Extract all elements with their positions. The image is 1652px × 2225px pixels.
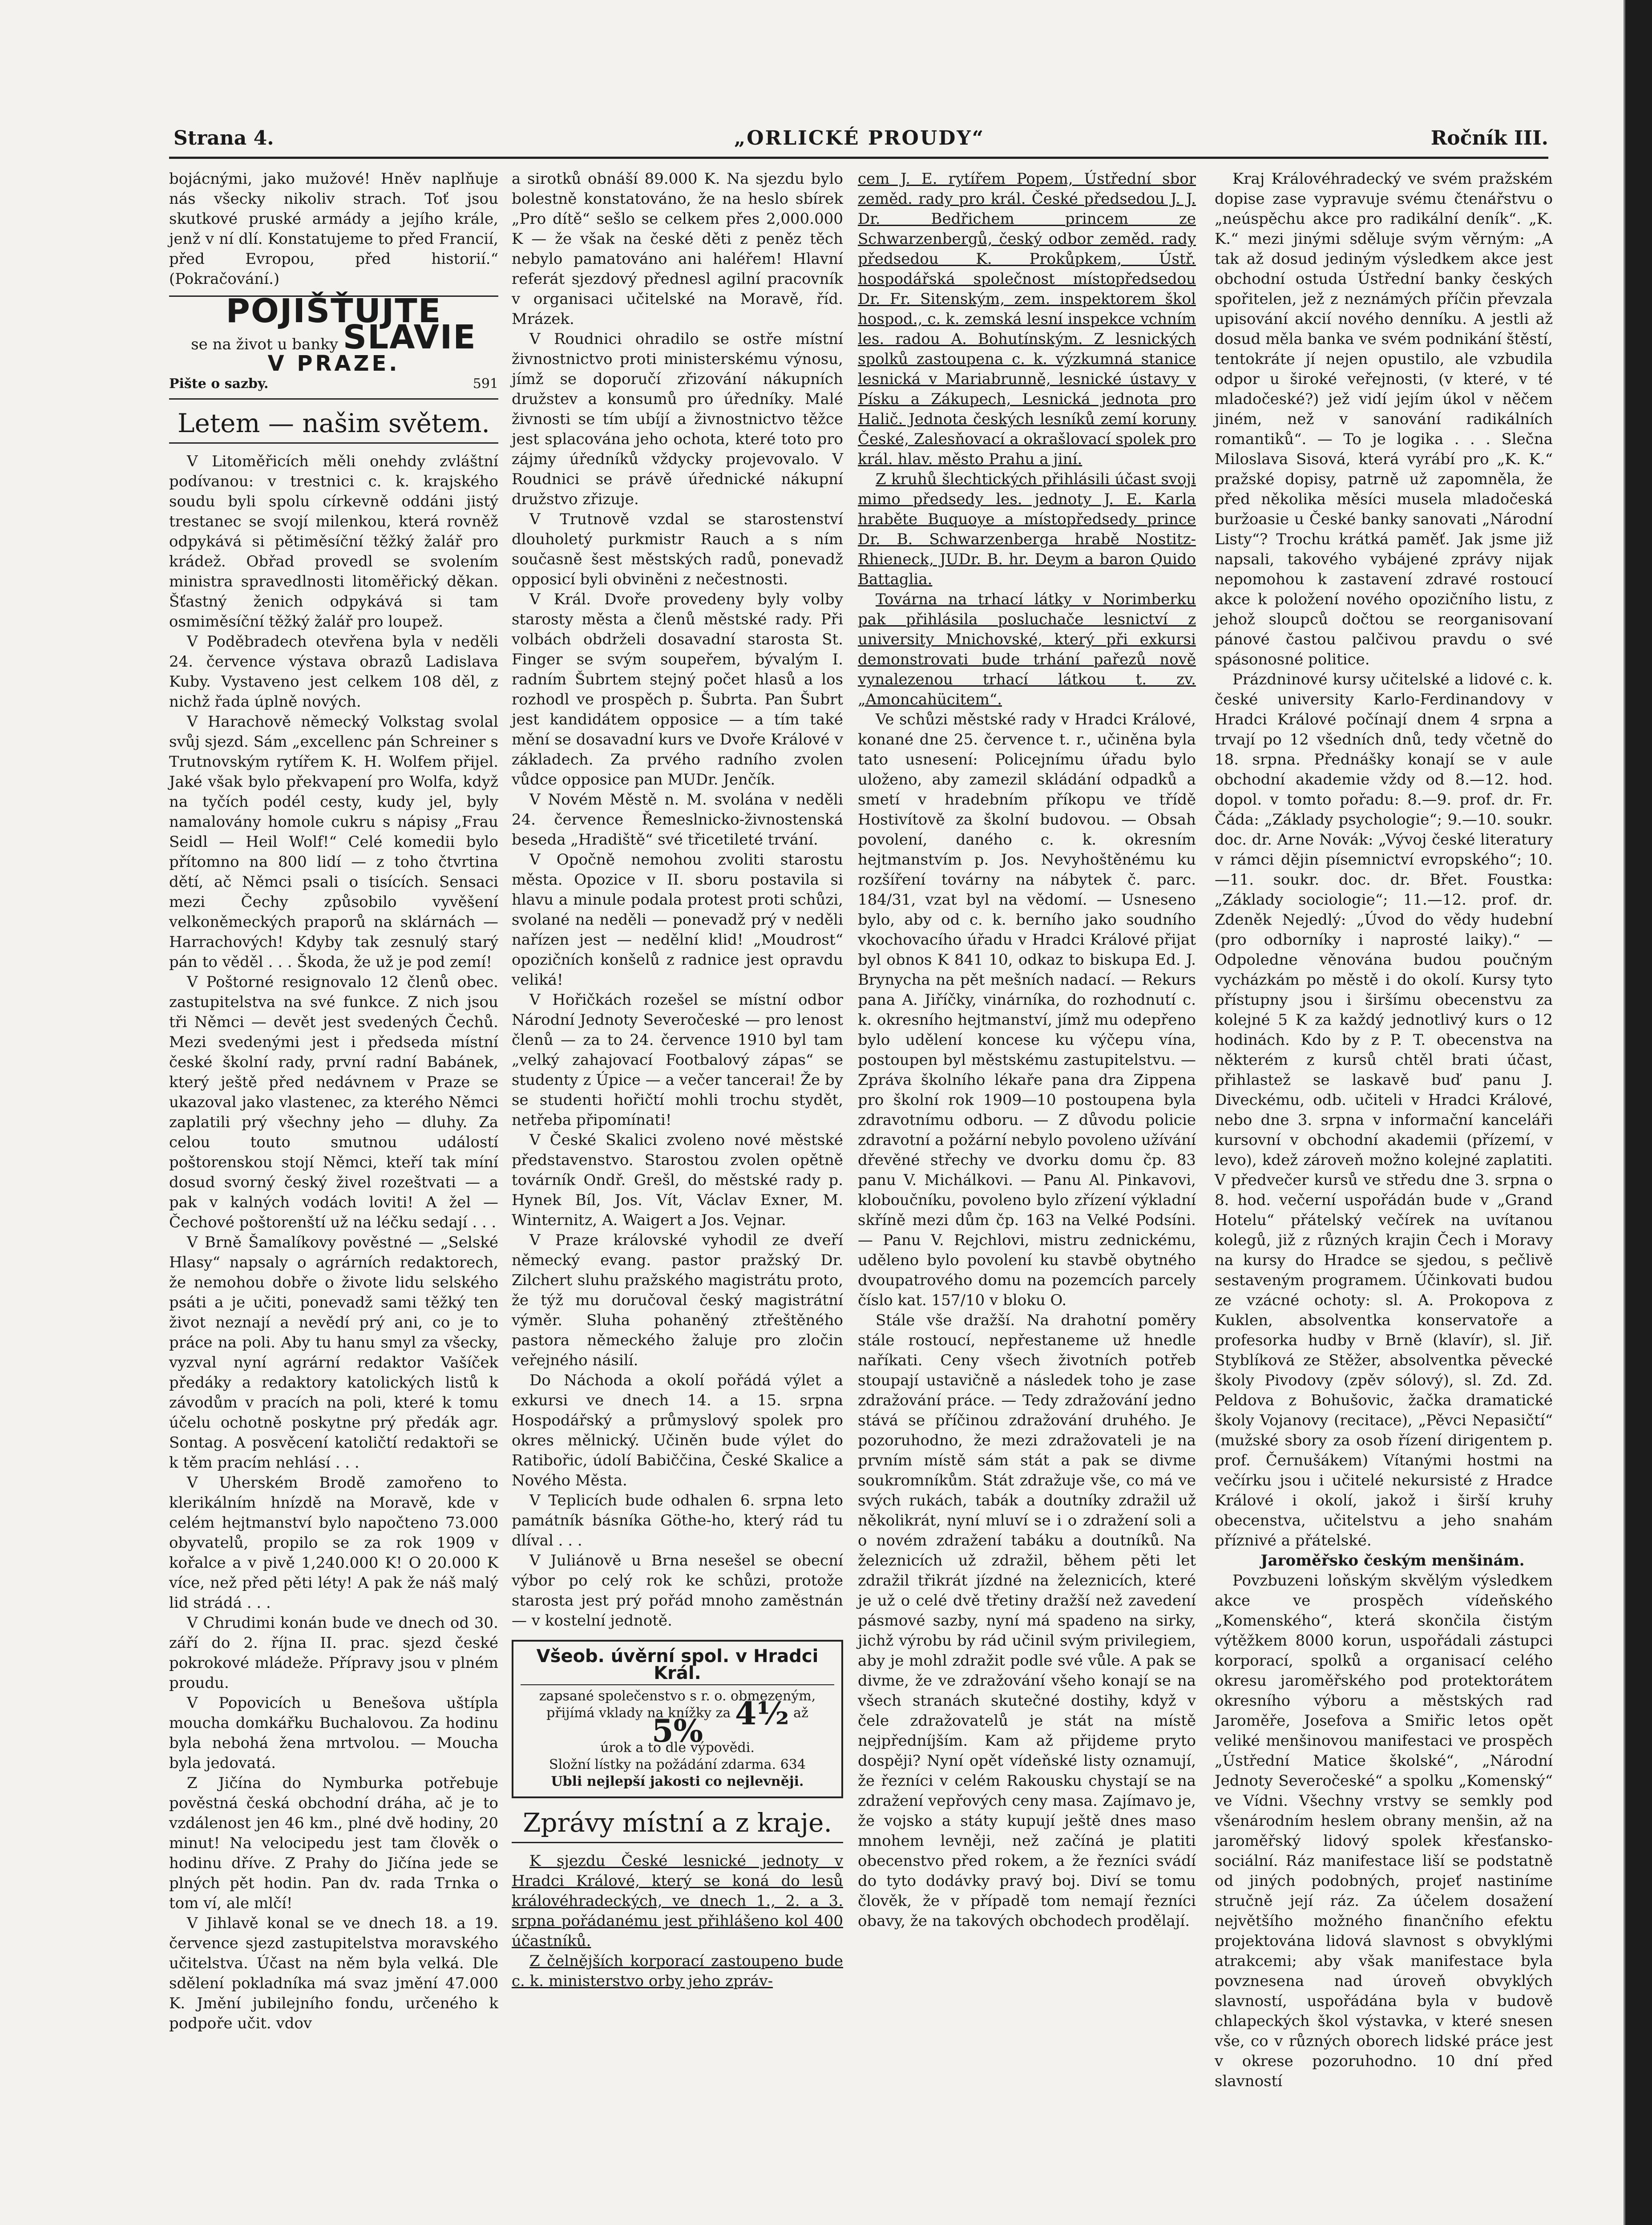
news-item: Z kruhů šlechtických přihlásili účast svoji mimo předsedy les. jednoty J. E. Karla hraběte Buquoye a místopředsedy prince Dr. B. Schwarzenberga hrabě Nostitz-Rhieneck, JUDr. B. hr. Deym a baron Quido Battaglia.	[858, 470, 1196, 588]
news-item: V Litoměřicích měli onehdy zvláštní podívanou: v trestnici c. k. krajského soudu byli spolu církevně oddáni jistý trestanec se svojí milenkou, která rovněž odpykává si pětiměsíční těžký žalář pro krádež. Obřad provedl se svolením ministra spravedlnosti litoměřický děkan. Šťastný ženich odpykává si tam osmiměsíční těžký žalář pro loupež.	[169, 453, 498, 631]
slavie-advertisement	[169, 292, 498, 400]
news-item: Továrna na trhací látky v Norimberku pak přihlásila posluchače lesnictví z university Mnichovské, který při exkursi demonstrovati bude trhání pařezů nově vynalezenou trhací látkou t. zv. „Amoncahücitem“.	[858, 591, 1196, 708]
column-2	[512, 169, 843, 1991]
bank-ad-line: přijímá vklady na knížky za	[546, 1705, 731, 1721]
bank-ad-title: Všeob. úvěrní spol. v Hradci Král.	[521, 1648, 834, 1685]
news-item: a sirotků obnáší 89.000 K. Na sjezdu bylo bolestně konstatováno, že na heslo sbírek „Pro dítě“ sešlo se celkem přes 2,000.000 K — že však na české děti z peněz těch nebylo pamatováno ani haléřem! Hlavní referát sjezdový přednesl agilní pracovník v organisaci učitelské na Moravě, říd. Mrázek.	[512, 170, 843, 328]
bank-ad-number: 634	[780, 1757, 806, 1772]
bank-ad-line: Složní lístky na požádání zdarma.	[549, 1757, 776, 1772]
news-item: Z Jičína do Nymburka potřebuje pověstná česká obchodní dráha, ač je to vzdálenost jen 46 km., plné dvě hodiny, 20 minut! Na velocipedu jest tam člověk o hodinu dříve. Z Prahy do Jičína jede se plných pět hodin. Pan dv. rada Trnka o tom ví, ale mlčí!	[169, 1774, 498, 1912]
page-number: Strana 4.	[174, 127, 274, 150]
news-item: V Poštorné resignovalo 12 členů obec. zastupitelstva na své funkce. Z nich jsou tři Němci — devět jest svedených Čechů. Mezi svedenými jest i předseda místní české školní rady, první radní Babánek, který ještě před nedávnem v Praze se ukazoval jako vlastenec, za kterého Němci zaplatili prý všechny jeho — dluhy. Za celou touto smutnou událostí poštorenskou stojí Němci, kteří tak míní dosud svorný český živel rozeštvati — a pak v kalných vodách loviti! A žel — Čechové poštorenští už na léčku sedají . . .	[169, 973, 498, 1231]
news-item: V Uherském Brodě zamořeno to klerikálním hnízdě na Moravě, kde v celém hejtmanství bylo napočteno 73.000 obyvatelů, propilo se za rok 1909 v kořalce a v pivě 1,240.000 K! O 20.000 K více, než před pěti léty! A pak že náš malý lid strádá . . .	[169, 1474, 498, 1612]
bank-ad-rate-high: 5%	[651, 1712, 703, 1749]
ad-city: V PRAZE.	[267, 351, 400, 376]
ad-headline: POJIŠŤUJTE	[226, 292, 442, 330]
ad-tagline: Pište o sazby.	[169, 376, 269, 392]
section-heading: Letem — našim světem.	[169, 408, 498, 444]
ad-brand: SLAVIE	[343, 318, 477, 356]
news-item: V České Skalici zvoleno nové městské představenstvo. Starostou zvolen opětně továrník Ondř. Grešl, do městské rady p. Hynek Bíl, Jos. Vít, Václav Exner, M. Winternitz, A. Waigert a Jos. Vejnar.	[512, 1131, 843, 1229]
news-item: V Hořičkách rozešel se místní odbor Národní Jednoty Severočeské — pro lenost členů — za to 24. července 1910 byl tam „velký zahajovací Footbalový zápas“ se studenty z Úpice — a večer tancerai! Že by se studenti hořičtí mohli trochu stydět, netřeba připomínati!	[512, 991, 843, 1129]
column-1	[169, 169, 498, 2034]
news-item: V Brně Šamalíkovy pověstné — „Selské Hlasy“ napsaly o agrárních redaktorech, že nemohou dobře o živote lidu selského psáti a je učiti, ponevadž sami těžký ten život neznají a nevědí prý ani, co je to práce na poli. Aby tu hanu smyl za všecky, vyzval nyní agrární redaktor Vašíček předáky a redaktory katolických listů k závodům v pracích na poli, které k tomu účelu ochotně poskytne prý předák agr. Sontag. A posvěcení katoličtí redaktoři se k těm pracím nehlásí . . .	[169, 1234, 498, 1472]
news-item: V Harachově německý Volkstag svolal svůj sjezd. Sám „excellenc pán Schreiner s Trutnovským rytířem K. H. Wolfem přijel. Jaké však bylo překvapení pro Wolfa, když na tyčích podél cesty, kudy jel, byly namalovány homole cukru s nápisy „Frau Seidl — Heil Wolf!“ Celé komedii bylo přítomno na 800 lidí — z toho čtvrtina dětí, ač Němci psali o tisících. Sensaci mezi Čechy způsobilo vyvěšení velkoněmeckých praporů na sklárnách — Harrachových! Kdyby tak zesnulý starý pán to věděl . . . Škoda, že už je pod zemí!	[169, 713, 498, 971]
news-item: Povzbuzeni loňským skvělým výsledkem akce ve prospěch vídeňského „Komenského“, která skončila čistým výtěžkem 8000 korun, uspořádali zástupci korporací, spolků a organisací celého okresu jaroměřského pod protektorátem okresního výboru a městských rad Jaroměře, Josefova a Smiřic letos opět veliké menšinovou manifestaci ve prospěch „Ústřední Matice školské“, „Národní Jednoty Severočeské“ a spolku „Komenský“ ve Vídni. Všechny vrstvy se semkly pod všenárodním heslem obrany menšin, až na jaroměřský lidový spolek křesťansko-sociální. Ráz manifestace liší se podstatně od jiných podobných, projeť nastiníme stručně její ráz. Za účelem dosažení největšího možného finančního efektu projektována lidová slavnost s obvyklými atrakcemi; aby však manifestace byla povznesena nad úroveň obvyklých slavností, uspořádána byla v budově chlapeckých škol výstavka, v které snesen vše, co v různých oborech lidské práce jest v okrese pozoruhodno. 10 dní před slavností	[1215, 1572, 1553, 2090]
scan-dark-edge	[1625, 0, 1652, 2225]
bank-ad-rate-low: 4½	[735, 1695, 789, 1732]
bank-advertisement	[512, 1640, 843, 1798]
page-header	[174, 127, 1548, 158]
column-4	[1215, 169, 1553, 2092]
ad-number: 591	[473, 376, 498, 392]
ad-subtext: se na život u banky	[191, 336, 338, 353]
news-item: V Jihlavě konal se ve dnech 18. a 19. července sjezd zastupitelstva moravského učitelstva. Účast na něm byla velká. Dle sdělení pokladníka má svaz jmění 47.000 K. Jmění jubilejního fondu, určeného k podpoře učit. vdov	[169, 1914, 498, 2032]
news-item: V Praze královské vyhodil ze dveří německý evang. pastor pražský Dr. Zilchert sluhu pražského magistrátu proto, že týž mu doručoval český magistrátní výměr. Sluha pohaněný ztřeštěného pastora německého žaluje pro zločin veřejného násilí.	[512, 1231, 843, 1369]
news-item: V Teplicích bude odhalen 6. srpna leto památník básníka Göthe-ho, který rád tu dlíval . . .	[512, 1492, 843, 1549]
bank-ad-line: až	[793, 1705, 808, 1721]
news-item: Ve schůzi městské rady v Hradci Králové, konané dne 25. července t. r., učiněna byla tato usnesení: Policejnímu úřadu bylo uloženo, aby zamezil skládání odpadků a smetí v hradebním příkopu ve třídě Hostivítově za školní budovou. — Obsah povolení, daného c. k. okresním hejtmanstvím p. Jos. Nevyhoštěnému ku rozšíření továrny na nábytek č. parc. 184/31, vzat byl na vědomí. — Usneseno bylo, aby od c. k. berního jako soudního vkochovacího úřadu v Hradci Králové přijat byl obnos K 841 10, odkaz to biskupa Ed. J. Brynycha na pět mešních nadací. — Rekurs pana A. Jiříčky, vinárníka, do rozhodnutí c. k. okresního hejtmanství, jímž mu odepřeno bylo udělení koncese ku výčepu vína, postoupen byl městskému zastupitelstvu. — Zpráva školního lékaře pana drа Zippena pro školní rok 1909—10 postoupena byla zdravotnímu odboru. — Z důvodu policie zdravotní a požární nebylo povoleno užívání dřevěné střechy ve dvorku domu čp. 83 panu V. Michálkovi. — Panu Al. Pinkavovi, kloboučníku, povoleno bylo zřízení výkladní skříně mezi dům čp. 163 na Velké Podsíni. — Panu V. Rejchlovi, mistru zednickému, uděleno bylo povolení ku stavbě obytného dvoupatrového domu na pozemcích parcely číslo kat. 157/10 v bloku O.	[858, 711, 1196, 1309]
volume-label: Ročník III.	[1430, 127, 1548, 150]
news-item: V Roudnici ohradilo se ostře místní živnostnictvo proti ministerskému výnosu, jímž se doporučí zřizování nákupních družstev a konsumů pro úředníky. Malé živnosti se tím ubíjí a živnostnictvo těžce jest splacována jeho ochota, které toto pro zájmy úředníků vždycky projevovalo. V Roudnici se právě úřednické nákupní družstvo zřizuje.	[512, 330, 843, 508]
column-3	[858, 169, 1196, 1931]
news-item: Prázdninové kursy učitelské a lidové c. k. české university Karlo-Ferdinandovy v Hradci Králové počínají dnem 4 srpna a trvají po 12 všedních dnů, tedy včetně do 18. srpna. Přednášky konají se v aule obchodní akademie vždy od 8.—12. hod. dopol. v tomto pořadu: 8.—9. prof. dr. Fr. Čáda: „Základy psychologie“; 9.—10. soukr. doc. dr. Arne Novák: „Vývoj české literatury v rámci dějin písemnictví evropského“; 10.—11. soukr. doc. dr. Břet. Foustka: „Základy sociologie“; 11.—12. prof. dr. Zdeněk Nejedlý: „Úvod do vědy hudební (pro odborníky i naprosté laiky).“ — Odpoledne věnována budou poučným vycházkám po městě i do okolí. Kursy tyto přístupny jsou i širšímu obecenstvu za kolejné 5 K za každý jednotlivý kurs o 12 hodinách. Kdo by z P. T. obecenstva na některém z kursů chtěl brati účast, přihlastež se laskavě buď panu J. Diveckému, odb. učiteli v Hradci Králové, nebo dne 3. srpna v informační kanceláři kursovní v obchodní akademii (přízemí, v levo), kdež zároveň možno kolejné zaplatiti. V předvečer kursů ve středu dne 3. srpna o 8. hod. večerní uspořádán bude v „Grand Hotelu“ přátelský večírek na uvítanou kolegů, již z různých krajin Čech i Moravy na kursy do Hradce se sjedou, s pečlivě sestaveným programem. Účinkovati budou ze vzácné ochoty: sl. A. Prokopova z Kuklen, absolventka konservatoře a profesorka hudby v Brně (klavír), sl. Jiř. Styblíková ze Stěžer, absolventka pěvecké školy Pivodovy (zpěv sólový), sl. Zd. Zd. Peldova z Bohušovic, žačka dramatické školy Vojanovy (recitace), „Pěvci Nepasičtí“ (mužské sbory za osob řízení dirigentem p. prof. Černušákem) Vítanými hostmi na večírku jsou i učitelé nekursisté z Hradce Králové i okolí, jakož i širší kruhy obecenstva, učitelstvu a jeho snahám příznivé a přátelské.	[1215, 671, 1553, 1549]
news-item: V Chrudimi konán bude ve dnech od 30. září do 2. října II. prac. sjezd české pokrokové mládeže. Přípravy jsou v plném proudu.	[169, 1614, 498, 1692]
bank-ad-line: zapsané společenstvo s r. o. obmezeným,	[539, 1688, 816, 1704]
article-continuation: bojácnými, jako mužové! Hněv naplňuje nás všecky nikoliv strach. Toť jsou skutkové pruské armády a jejího krále, jenž v ní dlí. Konstatujeme to před Francií, před Evropou, před historií.“ (Pokračování.)	[169, 170, 498, 288]
news-item: V Trutnově vzdal se starostenství dlouholetý purkmistr Rauch a s ním současně šest městských radů, ponevadž opposicí byli obviněni z nečestnosti.	[512, 510, 843, 588]
news-item: Stále vše dražší. Na drahotní poměry stále rostoucí, nepřestaneme už hnedle naříkati. Ceny všech životních potřeb stoupají ustavičně a následek toho je zase zdražování práce. — Tedy zdražování jedno stává se příčinou zdražování druhého. Je pozoruhodno, že mezi zdražovateli je na prvním místě sám stát a pak se divme soukromníkům. Stát zdražuje vše, co má ve svých rukách, tabák a doutníky zdražil už několikrát, nyní mluví se i o zdražení soli a o novém zdražení tabáku a doutníků. Na železnicích už zdražil, během pěti let zdražil třikrát jízdné na železnicích, které je už o celé dvě třetiny dražší než zavedení pásmové sazby, nyní má spadeno na sirky, jichž výrobu by rád učinil svým privilegiem, aby je mohl zdražit podle své vůle. A pak se divme, že ve zdražování všeho konají se na všech stranách skutečné dostihy, když v čele zdražovatelů je stát na místě nejpředníjším. Kam až přijdeme pryto dospěji? Nyní opět vídeňské listy oznamují, že řezníci v celém Rakousku chystají se na zdražení vepřových ceny masa. Zajímavo je, že vojsko a státy kupují ještě dnes maso mnohem levněji, než začíná je platiti obecenstvo před rokem, a že řezníci svádí do tyto dodávky pravý boj. Diví se tomu člověk, že v případě tom nemají řezníci obavy, že na takových obchodech prodělají.	[858, 1311, 1196, 1930]
bank-ad-line: úrok a to dle výpovědi.	[600, 1740, 755, 1756]
header-rule	[169, 157, 1548, 159]
newspaper-title: „ORLICKÉ PROUDY“	[734, 127, 985, 150]
bank-ad-footer: Ubli nejlepší jakosti co nejlevněji.	[551, 1774, 804, 1789]
news-item: V Juliánově u Brna nesešel se obecní výbor po celý rok ke schůzi, protože starosta jest prý pořád mnoho zaměstnán — v kostelní jednotě.	[512, 1552, 843, 1630]
news-item: Z čelnějších korporací zastoupeno bude c. k. ministerstvo orby jeho zpráv-	[512, 1952, 843, 1990]
news-item: V Král. Dvoře provedeny byly volby starosty města a členů městské rady. Při volbách obdrželi dosavadní starosta St. Finger se svým soupeřem, bývalým I. radním Šubrtem stejný počet hlasů a los rozhodl ve prospěch p. Šubrta. Pan Šubrt jest kandidátem opposice — a tím také mění se dosavadní kurs ve Dvoře Králové v základech. Za prvého radního zvolen vůdce opposice pan MUDr. Jenčík.	[512, 591, 843, 789]
news-item: V Popovicích u Benešova uštípla moucha domkářku Buchalovou. Za hodinu byla nebohá žena mrtvolou. — Moucha byla jedovatá.	[169, 1694, 498, 1772]
news-item: K sjezdu České lesnické jednoty v Hradci Králové, který se koná do lesů královéhradeckých, ve dnech 1., 2. a 3. srpna pořádanému jest přihlášeno kol 400 účastníků.	[512, 1852, 843, 1950]
news-item: V Novém Městě n. M. svolána v neděli 24. července Řemeslnicko-živnostenská beseda „Hradiště“ své třicetileté trvání.	[512, 791, 843, 849]
news-item: cem J. E. rytířem Popem, Ústřední sbor zeměd. rady pro král. České předsedou J. J. Dr. Bedřichem princem ze Schwarzenbergů, český odbor zeměd. rady předsedou K. Prokůpkem, Ústř. hospodářská společnost místopředsedou Dr. Fr. Sitenským, zem. inspektorem škol hospod., c. k. zemská lesní inspekce vchním les. radou A. Bohutínským. Z lesnických spolků zastoupena c. k. výzkumná stanice lesnická v Mariabrunně, lesnické ústavy v Písku a Zákupech, Lesnická jednota pro Halič. Jednota českých lesníků zemí koruny České, Zalesňovací a okrašlovací spolek pro král. hlav. město Prahu a jiní.	[858, 170, 1196, 468]
news-item: V Poděbradech otevřena byla v neděli 24. července výstava obrazů Ladislava Kuby. Vystaveno jest celkem 108 děl, z nichž řada úplně nových.	[169, 633, 498, 711]
news-item: V Opočně nemohou zvoliti starostu města. Opozice v II. sboru postavila si hlavu a minule podala protest proti schůzi, svolané na neděli — ponevadž prý v neděli nařízen jest — nedělní klid! „Moudrost“ opozičních konšelů z radnice jest opravdu veliká!	[512, 851, 843, 989]
news-item: Kraj Královéhradecký ve svém pražském dopise zase vypravuje svému čtenářstvu o „neúspěchu akce pro radikální deník“. „K. K.“ mezi jinými sděluje svým věrným: „A tak až dosud jediným výsledkem akce jest obchodní ostuda Ústřední banky českých spořitelen, jež z neznámých příčin převzala upisování akcií nového denníku. A jestli až dosud měla banka ve svém podnikání štěstí, tentokráte jí nejen opustilo, ale vzbudila odpor u široké veřejnosti, (v které, v té mladočeské?) jež vidí jejím úkol v něčem jiném, než v sanování radikálních romantiků“. — To je logika . . . Slečna Miloslava Sisová, která vyrábí pro „K. K.“ pražské dopisy, patrně už zapomněla, že před několika měsíci musela mladočeská buržoasie u České banky sanovati „Národní Listy“? Trochu krátká paměť. Jak jsme již napsali, takového vybájené zprávy nijak nepomohou k zastavení zdravé rostoucí akce k položení nového opozičního listu, z jehož sloupců dočtou se reorganisovaní pánové častou palčivou pravdu o své spásonosné politice.	[1215, 170, 1553, 668]
subsection-heading: Jaroměřsko českým menšinám.	[1260, 1552, 1525, 1570]
section-heading: Zprávy místní a z kraje.	[512, 1807, 843, 1843]
news-item: Do Náchoda a okolí pořádá výlet a exkursi ve dnech 14. a 15. srpna Hospodářský a průmyslový spolek pro okres mělnický. Učiněn bude výlet do Ratibořic, údolí Babiččina, České Skalice a Nového Města.	[512, 1371, 843, 1489]
